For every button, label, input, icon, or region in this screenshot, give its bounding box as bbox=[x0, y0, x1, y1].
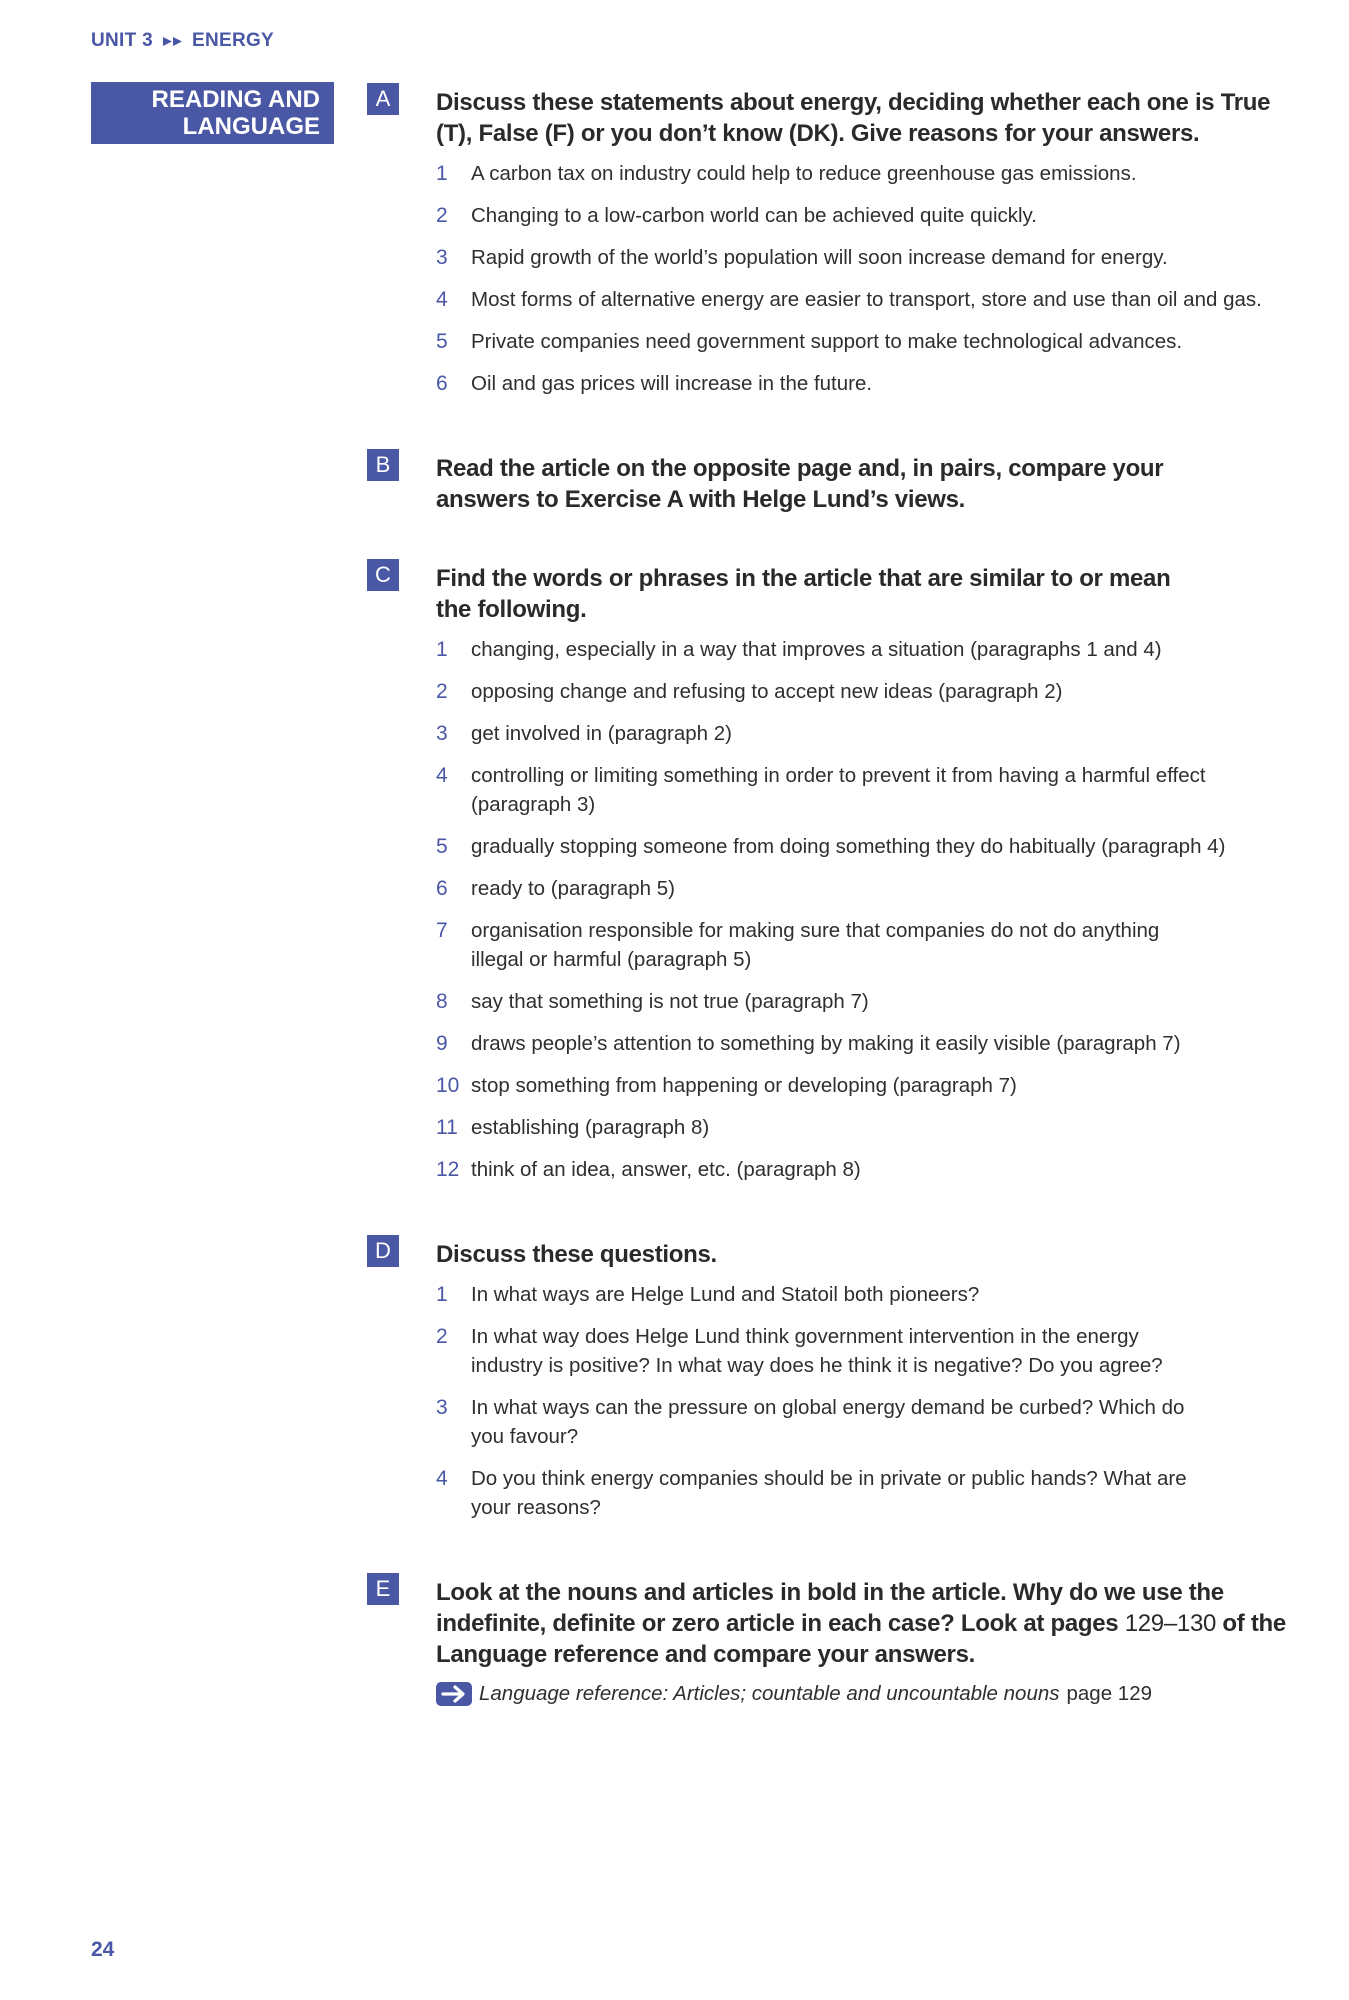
unit-header bbox=[91, 30, 274, 52]
list-item: 1 In what ways are Helge Lund and Statoil both pioneers? bbox=[436, 1283, 980, 1306]
exercise-d-list bbox=[436, 1280, 1216, 1522]
arrow-right-icon bbox=[436, 1682, 472, 1706]
list-item: 6 Oil and gas prices will increase in the future. bbox=[436, 372, 873, 395]
exercise-c-list bbox=[436, 635, 1226, 1184]
exercise-b-instruction: Read the article on the opposite page and, in pairs, compare your answers to Exercise A with Helge Lund’s views. bbox=[436, 455, 1164, 513]
exercise-a-list bbox=[436, 159, 1296, 398]
list-item: 1 A carbon tax on industry could help to reduce greenhouse gas emissions. bbox=[436, 162, 1137, 185]
list-item: 1 changing, especially in a way that improves a situation (paragraphs 1 and 4) bbox=[436, 638, 1162, 661]
list-item: 2 In what way does Helge Lund think government intervention in the energy industry is positive? In what way does he think it is negative? Do you agree? bbox=[436, 1325, 1163, 1377]
list-item: 10 stop something from happening or developing (paragraph 7) bbox=[436, 1074, 1017, 1097]
exercise-letter-a: A bbox=[367, 83, 399, 115]
exercise-letter-c: C bbox=[367, 559, 399, 591]
list-item: 8 say that something is not true (paragraph 7) bbox=[436, 990, 869, 1013]
page-range: 129–130 bbox=[1124, 1610, 1217, 1637]
language-reference[interactable] bbox=[436, 1682, 1316, 1706]
list-item: 3 Rapid growth of the world’s population will soon increase demand for energy. bbox=[436, 246, 1168, 269]
list-item: 12 think of an idea, answer, etc. (paragraph 8) bbox=[436, 1158, 861, 1181]
section-label bbox=[91, 82, 334, 144]
list-item: 2 Changing to a low-carbon world can be achieved quite quickly. bbox=[436, 204, 1037, 227]
list-item: 5 gradually stopping someone from doing something they do habitually (paragraph 4) bbox=[436, 835, 1226, 858]
unit-topic: ENERGY bbox=[191, 30, 275, 51]
list-item: 3 In what ways can the pressure on global energy demand be curbed? Which do you favour? bbox=[436, 1396, 1185, 1448]
section-label-line2: LANGUAGE bbox=[182, 113, 320, 140]
page-number: 24 bbox=[91, 1938, 115, 1961]
double-arrow-icon bbox=[163, 37, 182, 46]
exercise-e-instruction: Look at the nouns and articles in bold in the article. Why do we use the indefinite, definite or zero article in each case? Look at pages 129–130 of the Language reference and compare your answers. bbox=[436, 1579, 1286, 1668]
exercise-letter-d: D bbox=[367, 1235, 399, 1267]
exercise-a-instruction: Discuss these statements about energy, deciding whether each one is True (T), False (F) or you don’t know (DK). Give reasons for your answers. bbox=[436, 89, 1271, 147]
exercise-letter-b: B bbox=[367, 449, 399, 481]
reference-page: page 129 bbox=[1066, 1682, 1153, 1705]
list-item: 7 organisation responsible for making sure that companies do not do anything illegal or harmful (paragraph 5) bbox=[436, 919, 1160, 971]
section-label-line1: READING AND bbox=[151, 86, 320, 113]
list-item: 5 Private companies need government support to make technological advances. bbox=[436, 330, 1183, 353]
exercise-c-instruction: Find the words or phrases in the article that are similar to or mean the following. bbox=[436, 565, 1171, 623]
list-item: 4 controlling or limiting something in order to prevent it from having a harmful effect (paragraph 3) bbox=[436, 764, 1206, 816]
list-item: 4 Do you think energy companies should be in private or public hands? What are your reasons? bbox=[436, 1467, 1187, 1519]
list-item: 11 establishing (paragraph 8) bbox=[436, 1116, 710, 1139]
list-item: 9 draws people’s attention to something by making it easily visible (paragraph 7) bbox=[436, 1032, 1181, 1055]
reference-text: Language reference: Articles; countable and uncountable nouns bbox=[479, 1682, 1060, 1705]
exercise-letter-e: E bbox=[367, 1573, 399, 1605]
list-item: 3 get involved in (paragraph 2) bbox=[436, 722, 732, 745]
list-item: 6 ready to (paragraph 5) bbox=[436, 877, 675, 900]
list-item: 2 opposing change and refusing to accept new ideas (paragraph 2) bbox=[436, 680, 1063, 703]
unit-label: UNIT 3 bbox=[91, 30, 153, 51]
exercise-d-instruction: Discuss these questions. bbox=[436, 1241, 717, 1268]
list-item: 4 Most forms of alternative energy are easier to transport, store and use than oil and gas. bbox=[436, 288, 1262, 311]
